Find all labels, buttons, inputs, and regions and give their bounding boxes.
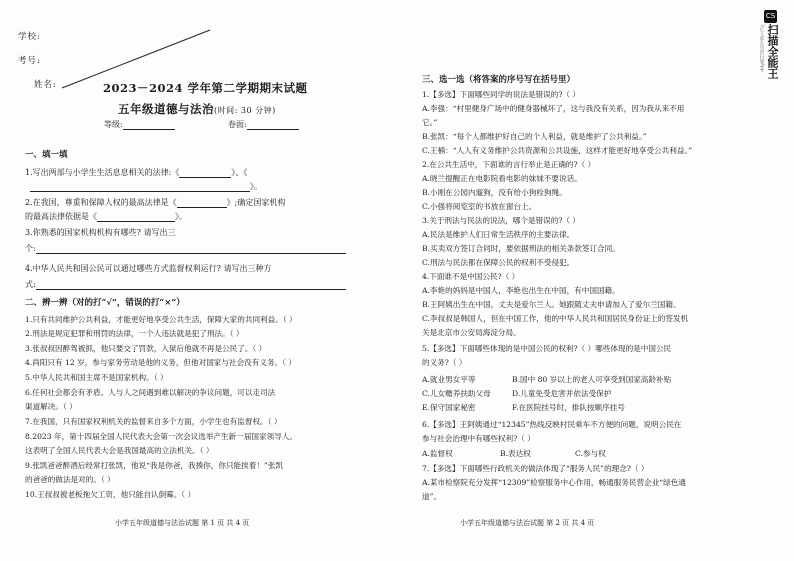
option: A.监督权 (422, 449, 453, 458)
tf-item: 10.王叔叔被老板拖欠工资，他只能自认倒霉。（ ） (25, 490, 196, 499)
tf-item: 1.只有共同维护公共利益，才能更好地享受公共生活，保障大家的共同利益。（ ） (25, 315, 297, 324)
tf-item: 9.张凯爸爸醉酒后经常打张凯，他说“我是你爸，我揍你，你只能挨着！”张凯 (25, 461, 284, 470)
tf-item: 这表明了全国人民代表大会是我国最高的立法机关。（ ） (25, 446, 214, 455)
mc-line: A.晓兰提醒正在电影院看电影的妹妹不要说话。 (422, 174, 582, 183)
option: F.在医院挂号时，排队按顺序挂号 (512, 403, 625, 412)
mc-line: A.李强：“村里健身广场中的健身器械坏了，这与我没有关系，因为我从来不用 (422, 104, 685, 113)
mc-line: C.李叔叔是韩国人，但在中国工作，他的中华人民共和国居民身份证上的签发机 (422, 314, 689, 323)
mc-line: B.王阿姨出生在中国，丈夫是爱尔兰人。她跟随丈夫申请加入了爱尔兰国籍。 (422, 300, 681, 309)
exam-subtitle: 五年级道德与法治(时间: 30 分钟) (118, 102, 276, 116)
q4-cont: 式: (25, 280, 346, 290)
q4: 4.中华人民共和国公民可以通过哪些方式监督权利运行? 请写出三种方 (25, 264, 272, 273)
section3-heading: 三、选一选（将答案的序号写在括号里） (422, 75, 576, 85)
tf-item: 3.张叔叔因醉驾被抓，他只要交了罚款，入狱后他就不再是公民了。（ ） (25, 344, 267, 353)
mc-line: 的义务?（ ） (422, 358, 467, 367)
paper-field[interactable]: 卷面: (228, 120, 299, 130)
section1-heading: 一、填一填 (25, 150, 68, 160)
option: C.参与权 (575, 449, 606, 458)
option: A.就业男女平等 (422, 375, 476, 384)
mc-line: C.小强将阅览室的书放在窗台上。 (422, 202, 537, 211)
footer-left: 小学五年级道德与法治试题 第 1 页 共 4 页 (115, 519, 250, 527)
option: C.儿女赡养扶助父母 (422, 389, 491, 398)
mc-line: 4.下面谁不是中国公民?（ ） (422, 272, 520, 281)
tf-item: 7.在我国，只有国家权利机关的监督来自多个方面，小学生也有监督权。（ ） (25, 417, 282, 426)
q1-cont: 》。 (30, 182, 262, 192)
footer-right: 小学五年级道德与法治试题 第 2 页 共 4 页 (460, 519, 595, 527)
exam-title: 2023－2024 学年第二学期期末试题 (103, 81, 308, 95)
section2-heading: 二、辨一辨（对的打“√”，错误的打“×”） (25, 298, 185, 308)
cs-logo-icon: CS (764, 10, 777, 23)
mc-line: C.王楠：“人人有义务维护公共资源和公共设施，这样才能更好地享受公共利益。” (422, 146, 693, 155)
exam-time: (时间: 30 分钟) (214, 106, 276, 115)
mc-line: 参与社会治理中有哪些权利?（ ） (422, 434, 535, 443)
option: B.表达权 (500, 449, 531, 458)
tf-item: 8.2023 年，第十四届全国人民代表大会第一次会议选举产生新一届国家领导人。 (25, 432, 297, 441)
name-label: 姓名: (34, 80, 57, 90)
tf-item: 5.中华人民共和国主席不是国家机构。（ ） (25, 373, 168, 382)
logo-text: 扫描全能王 (766, 24, 779, 79)
q3-cont: 个: (25, 244, 346, 254)
tf-item: 的爸爸的做法是对的。（ ） (25, 475, 115, 484)
mc-line: B.买卖双方签订合同时，要依据刑法的相关条款签订合同。 (422, 244, 620, 253)
mc-line: 2.在公共生活中，下面谁的言行举止是正确的?（ ） (422, 160, 596, 169)
grade-field[interactable]: 等级: (104, 120, 175, 130)
tf-item: 4.尚阳只有 12 岁，参与家务劳动是他的义务，但他对国家与社会没有义务。（ ） (25, 358, 296, 367)
logo-subtext: 3亿人都在用的扫描App (759, 24, 764, 72)
mc-line: B.张凯：“每个人都维护好自己的个人利益，就是维护了公共利益。” (422, 132, 647, 141)
mc-line: 5.【多选】下面哪些体现的是中国公民的权利?（ ）哪些体现的是中国公民 (422, 344, 672, 353)
scanner-logo (760, 8, 782, 84)
q2-cont: 的最高法律依据是《 》。 (25, 212, 187, 221)
tf-item: 渠道解决。（ ） (25, 402, 77, 411)
mc-line: A.某市检察院充分发挥“12309”检察服务中心作用，畅通服务民营企业“绿色通 (422, 478, 686, 487)
option: D.儿童免受危害并依法受保护 (512, 389, 612, 398)
school-label: 学校: (18, 32, 41, 42)
mc-line: 7.【多选】下面哪些行政机关的做法体现了“服务人民”的理念?（ ） (422, 464, 649, 473)
option: E.保守国家秘密 (422, 403, 476, 412)
mc-line: C.刑法与民法都在保障公民的权利不受侵犯。 (422, 258, 575, 267)
tf-item: 6.任何社会都会有矛盾。人与人之间遇到难以解决的争议问题，可以走司法 (25, 388, 276, 397)
mc-line: 关是北京市公安局海淀分局。 (422, 328, 521, 337)
mc-line: 道”。 (422, 492, 442, 501)
mc-line: A.李艳的妈妈是中国人，李艳也出生在中国，有中国国籍。 (422, 286, 620, 295)
q2: 2.在我国，尊重和保障人权的最高法律是《 》;确定国家机构 (25, 198, 286, 207)
mc-line: B.小刚在公园内遛狗，没有给小狗栓狗绳。 (422, 188, 567, 197)
tf-item: 2.刑法是规定犯罪和刑罚的法律，一个人违法就是犯了刑法。（ ） (25, 329, 244, 338)
mc-line: 3.关于刑法与民法的说法，哪个是错误的?（ ） (422, 216, 581, 225)
q1: 1.写出两部与小学生生活息息相关的法律:《 》、《 (25, 168, 248, 177)
q3: 3.你熟悉的国家机构机构有哪些? 请写出三 (25, 228, 176, 237)
mc-line: 6.【多选】王阿姨通过“12345”热线反映村民乘车不方便的问题，说明公民在 (422, 420, 682, 429)
mc-line: A.民法是维护人们日常生活秩序的主要法律。 (422, 230, 575, 239)
id-label: 考号: (18, 56, 41, 66)
option: B.国中 80 岁以上的老人可享受到国家高龄补贴 (512, 375, 672, 384)
right-page (400, 0, 794, 561)
mc-line: 它。” (422, 118, 438, 127)
mc-line: 1.【多选】下面哪些同学的说法是错误的?（ ） (422, 90, 581, 99)
